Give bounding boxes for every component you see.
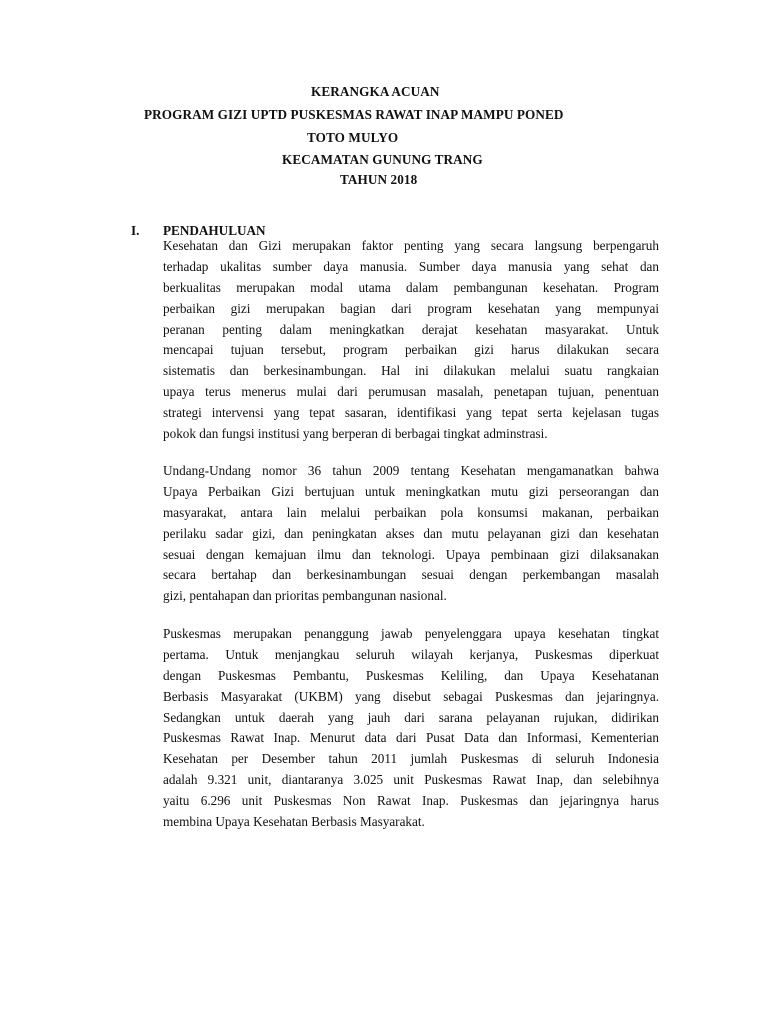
doc-title-line-2: PROGRAM GIZI UPTD PUSKESMAS RAWAT INAP MAMPU PONED bbox=[144, 107, 564, 122]
paragraph-line: peranan penting dalam meningkatkan derajat kesehatan masyarakat. Untuk bbox=[163, 321, 659, 337]
paragraph-line: dengan Puskesmas Pembantu, Puskesmas Keliling, dan Upaya Kesehatanan bbox=[163, 667, 659, 683]
paragraph-line: Kesehatan per Desember tahun 2011 jumlah Puskesmas di seluruh Indonesia bbox=[163, 751, 659, 767]
paragraph-line: berkualitas merupakan modal utama dalam pembangunan kesehatan. Program bbox=[163, 279, 659, 295]
paragraph-line: secara bertahap dan berkesinambungan sesuai dengan perkembangan masalah bbox=[163, 567, 659, 583]
paragraph-line: yaitu 6.296 unit Puskesmas Non Rawat Inap. Puskesmas dan jejaringnya harus bbox=[163, 793, 659, 809]
paragraph-line: terhadap ukalitas sumber daya manusia. Sumber daya manusia yang sehat dan bbox=[163, 258, 659, 274]
paragraph-line: membina Upaya Kesehatan Berbasis Masyarakat. bbox=[163, 814, 425, 830]
paragraph-3 bbox=[163, 624, 659, 833]
section-number: I. bbox=[131, 223, 140, 238]
paragraph-line: sesuai dengan kemajuan ilmu dan teknologi. Upaya pembinaan gizi dilaksanakan bbox=[163, 546, 659, 562]
doc-title-line-1: KERANGKA ACUAN bbox=[311, 84, 440, 99]
paragraph-2 bbox=[163, 461, 659, 607]
paragraph-line: Puskesmas Rawat Inap. Menurut data dari Pusat Data dan Informasi, Kementerian bbox=[163, 730, 659, 746]
paragraph-line: Puskesmas merupakan penanggung jawab penyelenggara upaya kesehatan tingkat bbox=[163, 626, 659, 641]
paragraph-line: Undang-Undang nomor 36 tahun 2009 tentang Kesehatan mengamanatkan bahwa bbox=[163, 463, 659, 478]
paragraph-line: Kesehatan dan Gizi merupakan faktor penting yang secara langsung berpengaruh bbox=[163, 238, 659, 253]
paragraph-line: masyarakat, antara lain melalui perbaikan pola konsumsi makanan, perbaikan bbox=[163, 504, 659, 520]
paragraph-line: adalah 9.321 unit, diantaranya 3.025 unit Puskesmas Rawat Inap, dan selebihnya bbox=[163, 772, 659, 788]
section-heading: PENDAHULUAN bbox=[163, 223, 266, 238]
paragraph-line: Berbasis Masyarakat (UKBM) yang disebut sebagai Puskesmas dan jejaringnya. bbox=[163, 688, 659, 704]
doc-title-line-3: TOTO MULYO bbox=[307, 130, 399, 145]
paragraph-line: pokok dan fungsi institusi yang berperan di berbagai tingkat adminstrasi. bbox=[163, 426, 548, 442]
paragraph-line: mencapai tujuan tersebut, program perbaikan gizi harus dilakukan secara bbox=[163, 342, 659, 358]
doc-title-line-5: TAHUN 2018 bbox=[340, 172, 418, 187]
paragraph-line: Sedangkan untuk daerah yang jauh dari sarana pelayanan rujukan, didirikan bbox=[163, 709, 659, 725]
paragraph-line: perilaku sadar gizi, dan peningkatan akses dan mutu pelayanan gizi dan kesehatan bbox=[163, 525, 659, 541]
paragraph-line: upaya terus menerus mulai dari perumusan masalah, penetapan tujuan, penentuan bbox=[163, 384, 659, 400]
paragraph-line: gizi, pentahapan dan prioritas pembangunan nasional. bbox=[163, 588, 447, 604]
paragraph-line: sistematis dan berkesinambungan. Hal ini dilakukan melalui suatu rangkaian bbox=[163, 363, 659, 379]
paragraph-line: strategi intervensi yang tepat sasaran, identifikasi yang tepat serta kejelasan tugas bbox=[163, 405, 659, 421]
paragraph-line: perbaikan gizi merupakan bagian dari program kesehatan yang mempunyai bbox=[163, 300, 659, 316]
doc-title-line-4: KECAMATAN GUNUNG TRANG bbox=[282, 152, 483, 167]
paragraph-line: pertama. Untuk menjangkau seluruh wilayah kerjanya, Puskesmas diperkuat bbox=[163, 646, 659, 662]
paragraph-1 bbox=[163, 236, 659, 445]
paragraph-line: Upaya Perbaikan Gizi bertujuan untuk meningkatkan mutu gizi perseorangan dan bbox=[163, 483, 659, 499]
